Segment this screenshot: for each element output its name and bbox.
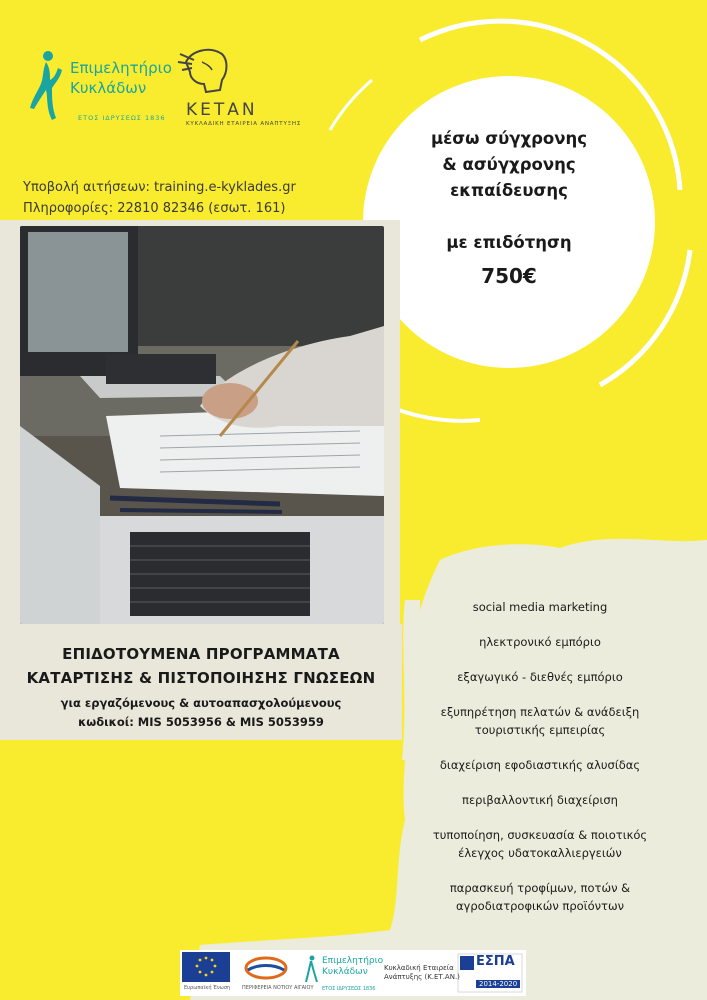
footer-ketan-line1: Κυκλαδική Εταιρεία — [384, 964, 454, 972]
topic-item: παρασκευή τροφίμων, ποτών & αγροδιατροφικών προϊόντων — [449, 881, 631, 913]
footer-chamber-line2: Κυκλάδων — [322, 967, 368, 977]
applications-text: Υποβολή αιτήσεων: training.e-kyklades.gr — [23, 180, 296, 195]
subsidy-label: με επιδότηση — [446, 233, 572, 252]
region-logo-icon — [246, 958, 286, 978]
contact-info — [23, 177, 296, 219]
circle-line2: & ασύγχρονης — [442, 155, 576, 174]
topics-list — [420, 598, 660, 932]
subsidy-amount: 750€ — [481, 264, 537, 288]
espa-text: ΕΣΠΑ — [476, 954, 515, 969]
chamber-name-line2: Κυκλάδων — [70, 79, 147, 97]
program-codes: κωδικοί: MIS 5053956 & MIS 5053959 — [78, 715, 324, 729]
region-label: ΠΕΡΙΦΕΡΕΙΑ ΝΟΤΙΟΥ ΑΙΓΑΙΟΥ — [242, 985, 314, 991]
topic-item: ηλεκτρονικό εμπόριο — [479, 635, 601, 649]
footer-ketan-line2: Ανάπτυξης (Κ.ΕΤ.ΑΝ.) — [384, 973, 460, 981]
runner-icon — [26, 48, 66, 126]
chamber-established: ΕΤΟΣ ΙΔΡΥΣΕΩΣ 1836 — [78, 114, 166, 122]
program-panel — [0, 624, 402, 740]
chamber-name-line1: Επιμελητήριο — [70, 59, 172, 77]
topic-item: εξαγωγικό - διεθνές εμπόριο — [457, 670, 623, 684]
circle-line3: εκπαίδευσης — [450, 181, 568, 200]
eu-flag-icon — [182, 952, 230, 982]
topic-item: περιβαλλοντική διαχείριση — [462, 793, 618, 807]
chamber-small-logo-icon — [306, 956, 317, 983]
topic-item: εξυπηρέτηση πελατών & ανάδειξη τουριστικής εμπειρίας — [440, 705, 640, 737]
program-audience: για εργαζόμενους & αυτοαπασχολούμενους — [60, 696, 342, 710]
program-title-line1: ΕΠΙΔΟΤΟΥΜΕΝΑ ΠΡΟΓΡΑΜΜΑΤΑ — [62, 645, 340, 663]
topic-item: τυποποίηση, συσκευασία & ποιοτικός έλεγχος υδατοκαλλιεργειών — [432, 828, 648, 860]
topic-item: social media marketing — [472, 600, 608, 614]
office-photo — [20, 226, 384, 624]
espa-years: 2014-2020 — [479, 980, 518, 988]
circle-content — [384, 126, 634, 288]
phone-text: Πληροφορίες: 22810 82346 (εσωτ. 161) — [23, 201, 286, 216]
chamber-logo — [26, 48, 176, 128]
topic-item: διαχείριση εφοδιαστικής αλυσίδας — [439, 758, 641, 772]
ketan-logo — [176, 44, 316, 130]
circle-line1: μέσω σύγχρονης — [430, 129, 588, 148]
eu-label: Ευρωπαϊκή Ένωση — [184, 985, 231, 991]
footer-chamber-line1: Επιμελητήριο — [322, 956, 384, 966]
sponsor-footer — [180, 950, 526, 996]
ketan-name: ΚΕΤΑΝ — [186, 100, 258, 120]
hermes-head-icon — [176, 44, 236, 96]
program-title-line2: ΚΑΤΑΡΤΙΣΗΣ & ΠΙΣΤΟΠΟΙΗΣΗΣ ΓΝΩΣΕΩΝ — [26, 669, 376, 687]
ketan-subtitle: ΚΥΚΛΑΔΙΚΗ ΕΤΑΙΡΕΙΑ ΑΝΑΠΤΥΞΗΣ — [186, 121, 302, 127]
footer-chamber-est: ΕΤΟΣ ΙΔΡΥΣΕΩΣ 1836 — [322, 986, 376, 992]
